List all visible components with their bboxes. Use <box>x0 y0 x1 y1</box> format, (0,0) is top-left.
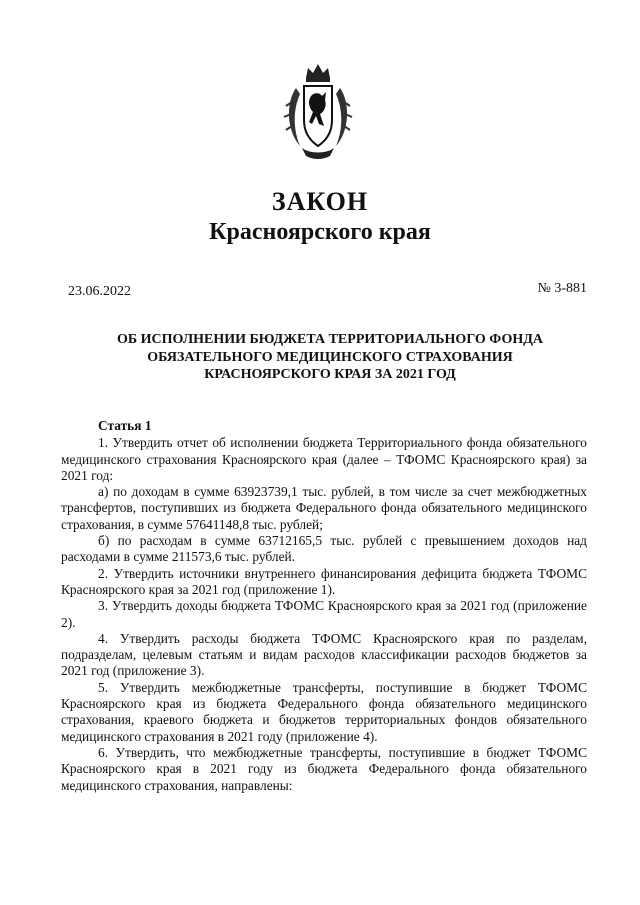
article-label: Статья 1 <box>98 418 152 433</box>
paragraph: 2. Утвердить источники внутреннего финансирования дефицита бюджета ТФОМС Красноярского края за 2021 год (приложение 1). <box>61 565 587 597</box>
heading-line: КРАСНОЯРСКОГО КРАЯ ЗА 2021 ГОД <box>204 367 456 382</box>
document-number: № 3-881 <box>537 281 587 296</box>
region-title: Красноярского края <box>209 219 431 245</box>
document-body <box>61 418 587 794</box>
paragraph: 6. Утвердить, что межбюджетные трансферты, поступившие в бюджет ТФОМС Красноярского края в 2021 году из бюджета Федерального фонда обязательного медицинского страхования, направлены: <box>61 744 587 793</box>
paragraph: б) по расходам в сумме 63712165,5 тыс. рублей с превышением доходов над расходами в сумме 211573,6 тыс. рублей. <box>61 533 587 565</box>
paragraph: 5. Утвердить межбюджетные трансферты, поступившие в бюджет ТФОМС Красноярского края из бюджета Федерального фонда обязательного медицинского страхования, краевого бюджета и бюджетов территориальных фондов обязательного медицинского страхования в 2021 году (приложение 4). <box>61 679 587 744</box>
heading-line: ОБ ИСПОЛНЕНИИ БЮДЖЕТА ТЕРРИТОРИАЛЬНОГО ФОНДА <box>117 332 543 347</box>
paragraph: 4. Утвердить расходы бюджета ТФОМС Красноярского края по разделам, подразделам, целевым статьям и видам расходов классификации расходов бюджетов за 2021 год (приложение 3). <box>61 630 587 679</box>
paragraph: а) по доходам в сумме 63923739,1 тыс. рублей, в том числе за счет межбюджетных трансфертов, поступивших из бюджета Федерального фонда обязательного медицинского страхования, в сумме 57641148,8 тыс. рублей; <box>61 484 587 532</box>
document-date: 23.06.2022 <box>68 284 131 299</box>
paragraph: 1. Утвердить отчет об исполнении бюджета Территориального фонда обязательного медицинского страхования Красноярского края (далее – ТФОМС Красноярского края) за 2021 год: <box>61 435 587 483</box>
heading-line: ОБЯЗАТЕЛЬНОГО МЕДИЦИНСКОГО СТРАХОВАНИЯ <box>147 349 513 365</box>
coat-of-arms-emblem <box>282 62 354 162</box>
document-heading <box>90 331 570 384</box>
law-title: ЗАКОН <box>271 187 369 216</box>
paragraph: 3. Утвердить доходы бюджета ТФОМС Красноярского края за 2021 год (приложение 2). <box>61 598 587 630</box>
